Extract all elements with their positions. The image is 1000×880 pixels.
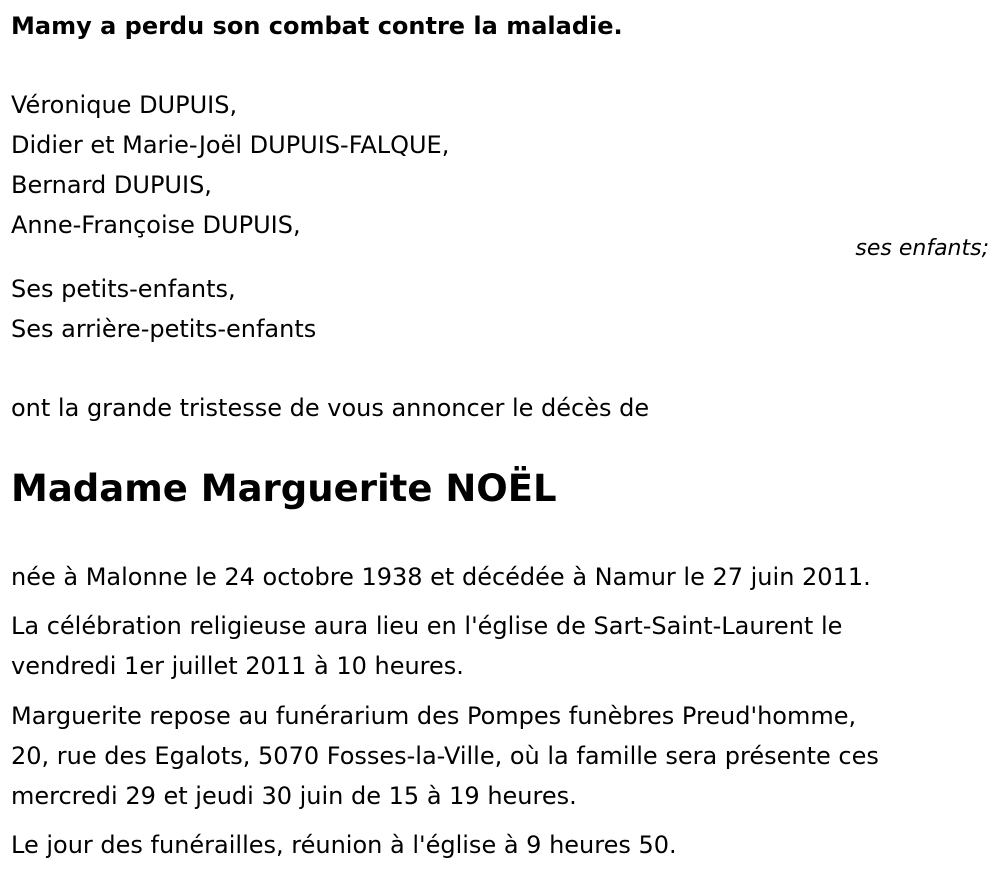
lead-in-text: ont la grande tristesse de vous annoncer le décès de: [11, 394, 650, 422]
ceremony-text: vendredi 1er juillet 2011 à 10 heures.: [11, 652, 464, 680]
repose-text: Marguerite repose au funérarium des Pompes funèbres Preud'homme,: [11, 702, 857, 730]
child-name: Véronique DUPUIS,: [11, 91, 238, 119]
repose-text: 20, rue des Egalots, 5070 Fosses-la-Ville, où la famille sera présente ces: [11, 742, 879, 770]
children-label: ses enfants;: [855, 236, 989, 261]
child-name: Bernard DUPUIS,: [11, 171, 212, 199]
grandchildren-line: Ses petits-enfants,: [11, 275, 236, 303]
child-name: Anne-Françoise DUPUIS,: [11, 211, 301, 239]
intro-statement: Mamy a perdu son combat contre la maladie.: [11, 12, 623, 40]
meeting-text: Le jour des funérailles, réunion à l'église à 9 heures 50.: [11, 831, 677, 859]
grandchildren-line: Ses arrière-petits-enfants: [11, 315, 317, 343]
repose-text: mercredi 29 et jeudi 30 juin de 15 à 19 heures.: [11, 782, 577, 810]
ceremony-text: La célébration religieuse aura lieu en l'église de Sart-Saint-Laurent le: [11, 612, 843, 640]
child-name: Didier et Marie-Joël DUPUIS-FALQUE,: [11, 131, 450, 159]
birth-death-text: née à Malonne le 24 octobre 1938 et décédée à Namur le 27 juin 2011.: [11, 563, 871, 591]
deceased-name: Madame Marguerite NOËL: [11, 467, 557, 510]
obituary-notice: [11, 0, 993, 880]
